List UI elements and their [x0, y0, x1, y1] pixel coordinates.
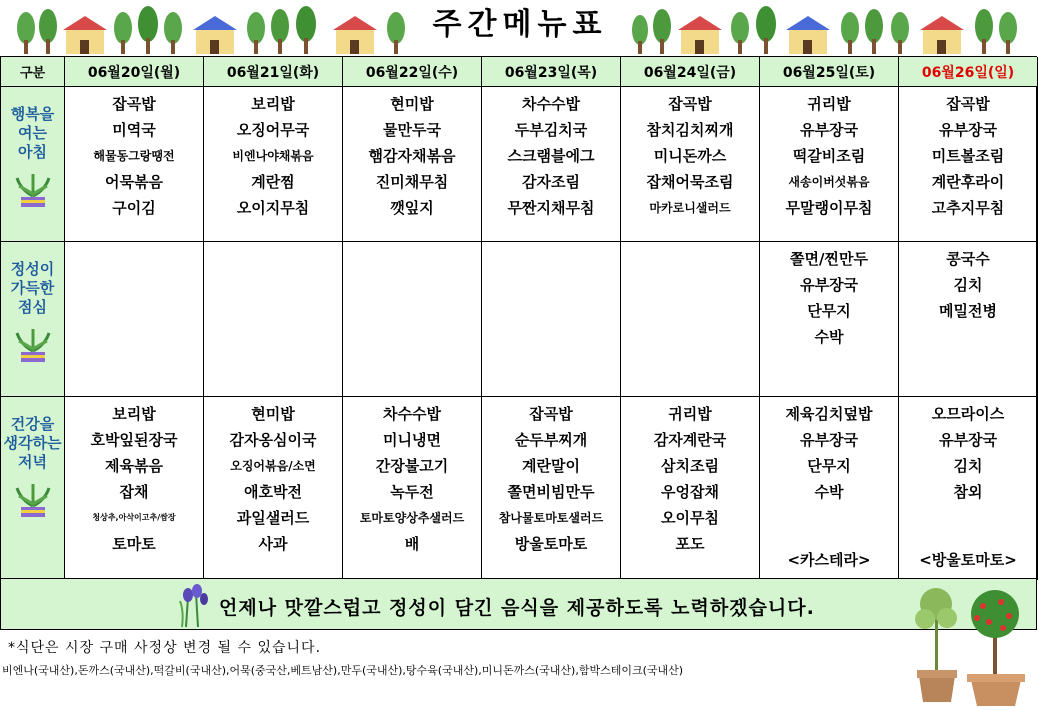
menu-cell-dinner-sat [760, 397, 899, 580]
menu-cell-breakfast-tue [204, 87, 343, 242]
menu-item: 잡채 [119, 483, 149, 501]
menu-item: 두부김치국 [514, 121, 588, 139]
menu-item: 유부장국 [800, 431, 858, 449]
menu-cell-lunch-wed [343, 242, 482, 397]
menu-item: 진미채무침 [375, 173, 449, 191]
meal-label-text: 정성이 가득한 점심 [10, 260, 55, 316]
menu-item: 호박잎된장국 [90, 431, 178, 449]
tree-icon [891, 12, 909, 54]
menu-item: 사과 [258, 535, 288, 553]
menu-item: 잡곡밥 [112, 95, 156, 113]
menu-item: 삼치조림 [661, 457, 719, 475]
meal-label-text: 건강을 생각하는 저녁 [3, 415, 62, 471]
menu-cell-dinner-tue [204, 397, 343, 580]
house-icon [920, 16, 964, 54]
menu-item: 감자계란국 [653, 431, 727, 449]
page-title: 주간메뉴표 [432, 7, 608, 42]
menu-item: 보리밥 [251, 95, 295, 113]
tree-icon [999, 12, 1017, 54]
menu-item: 오이무침 [661, 509, 719, 527]
tree-icon [296, 6, 316, 54]
origin-info: 비엔나(국내산),돈까스(국내산),떡갈비(국내산),어묵(중국산,베트남산),만두(국내산),탕수육(국내산),미니돈까스(국내산),함박스테이크(국내산) [2, 664, 684, 677]
menu-item: 물만두국 [383, 121, 441, 139]
menu-item: 귀리밥 [807, 95, 851, 113]
menu-item: 우엉잡채 [661, 483, 719, 501]
menu-item: 청상추,아삭이고추/쌈장 [92, 513, 176, 522]
menu-item: 단무지 [807, 302, 851, 320]
meal-label-text: 행복을 여는 아침 [10, 105, 55, 161]
house-icon [193, 16, 237, 54]
menu-item: 애호박전 [244, 483, 302, 501]
menu-item: 쫄면/찐만두 [790, 250, 868, 268]
menu-item: 간장불고기 [375, 457, 449, 475]
menu-item: 단무지 [807, 457, 851, 475]
menu-item: 유부장국 [939, 431, 997, 449]
menu-item: 잡곡밥 [529, 405, 573, 423]
tree-icon [138, 6, 158, 54]
menu-item: 제육볶음 [105, 457, 163, 475]
tree-icon [632, 15, 648, 54]
menu-item: 계란찜 [251, 173, 295, 191]
menu-item: 순두부찌개 [514, 431, 588, 449]
menu-item: 차수수밥 [522, 95, 580, 113]
menu-table [0, 56, 1037, 579]
menu-item: 무말랭이무침 [785, 199, 873, 217]
menu-item: 오징어무국 [236, 121, 310, 139]
menu-cell-breakfast-mon [65, 87, 204, 242]
potted-plant-icon [13, 170, 53, 210]
house-icon [786, 16, 830, 54]
flower-pot-icon [905, 584, 1039, 710]
tree-icon [164, 12, 182, 54]
menu-item: 고추지무침 [931, 199, 1005, 217]
menu-cell-breakfast-sun [899, 87, 1038, 242]
menu-cell-lunch-mon [65, 242, 204, 397]
menu-extra: <카스테라> [787, 551, 871, 569]
menu-item: 김치 [953, 457, 983, 475]
menu-cell-dinner-fri [621, 397, 760, 580]
menu-item: 제육김치덮밥 [785, 405, 873, 423]
menu-item: 감자옹심이국 [229, 431, 317, 449]
tree-icon [247, 12, 265, 54]
tree-icon [865, 9, 883, 54]
menu-item: 유부장국 [939, 121, 997, 139]
menu-item: 깻잎지 [390, 199, 434, 217]
menu-item: 햄감자채볶음 [368, 147, 456, 165]
menu-item: 계란후라이 [931, 173, 1005, 191]
tree-icon [114, 12, 132, 54]
menu-item: 차수수밥 [383, 405, 441, 423]
menu-cell-dinner-sun [899, 397, 1038, 580]
tree-icon [731, 12, 749, 54]
menu-cell-breakfast-thu [482, 87, 621, 242]
menu-item: 과일샐러드 [236, 509, 310, 527]
menu-cell-lunch-fri [621, 242, 760, 397]
menu-cell-lunch-sun [899, 242, 1038, 397]
menu-item: 오므라이스 [931, 405, 1005, 423]
menu-item: 참치김치찌개 [646, 121, 734, 139]
menu-item: 스크램블에그 [507, 147, 595, 165]
menu-cell-lunch-tue [204, 242, 343, 397]
tree-icon [653, 9, 671, 54]
menu-item: 귀리밥 [668, 405, 712, 423]
menu-cell-dinner-mon [65, 397, 204, 580]
menu-item: 수박 [814, 483, 844, 501]
slogan-text: 언제나 맛깔스럽고 정성이 담긴 음식을 제공하도록 노력하겠습니다. [219, 597, 815, 619]
menu-item: 잡채어묵조림 [646, 173, 734, 191]
day-header-tue: 06월21일(화) [204, 57, 343, 87]
menu-item: 유부장국 [800, 276, 858, 294]
menu-item: 메밀전병 [939, 302, 997, 320]
house-icon [678, 16, 722, 54]
menu-item: 오이지무침 [236, 199, 310, 217]
meal-label-dinner [1, 397, 65, 580]
menu-cell-breakfast-wed [343, 87, 482, 242]
menu-item: 해물동그랑땡전 [93, 149, 175, 163]
menu-cell-dinner-thu [482, 397, 621, 580]
tree-icon [271, 9, 289, 54]
menu-cell-lunch-sat [760, 242, 899, 397]
menu-item: 잡곡밥 [946, 95, 990, 113]
menu-cell-breakfast-sat [760, 87, 899, 242]
trees-and-houses-decoration [628, 6, 1032, 56]
day-header-mon: 06월20일(월) [65, 57, 204, 87]
menu-item: 미역국 [112, 121, 156, 139]
page-header [0, 0, 1039, 56]
menu-item: 유부장국 [800, 121, 858, 139]
header-category: 구분 [1, 57, 65, 87]
menu-item: 보리밥 [112, 405, 156, 423]
menu-item: 토마토양상추샐러드 [359, 511, 465, 525]
tree-icon [975, 9, 993, 54]
menu-item: 떡갈비조림 [792, 147, 866, 165]
menu-item: 김치 [953, 276, 983, 294]
menu-item: 오징어볶음/소면 [230, 459, 316, 473]
house-icon [333, 16, 377, 54]
potted-plant-icon [13, 325, 53, 365]
menu-item: 미니돈까스 [653, 147, 727, 165]
day-header-thu: 06월23일(목) [482, 57, 621, 87]
tree-icon [387, 12, 405, 54]
menu-extra: <방울토마토> [919, 551, 1017, 569]
house-icon [63, 16, 107, 54]
meal-label-breakfast [1, 87, 65, 242]
day-header-wed: 06월22일(수) [343, 57, 482, 87]
menu-item: 토마토 [112, 535, 156, 553]
menu-item: 감자조림 [522, 173, 580, 191]
day-header-sat: 06월25일(토) [760, 57, 899, 87]
menu-item: 콩국수 [946, 250, 990, 268]
menu-item: 구이김 [112, 199, 156, 217]
menu-item: 참외 [953, 483, 983, 501]
menu-item: 포도 [675, 535, 705, 553]
day-header-sun: 06월26일(일) [899, 57, 1038, 87]
menu-item: 쫄면비빔만두 [507, 483, 595, 501]
day-header-fri: 06월24일(금) [621, 57, 760, 87]
tree-icon [17, 12, 35, 54]
menu-item: 계란말이 [522, 457, 580, 475]
menu-cell-dinner-wed [343, 397, 482, 580]
iris-flower-icon [176, 583, 212, 627]
change-notice: *식단은 시장 구매 사정상 변경 될 수 있습니다. [8, 640, 322, 656]
menu-item: 배 [404, 535, 420, 553]
menu-item: 참나물토마토샐러드 [498, 511, 604, 525]
menu-cell-lunch-thu [482, 242, 621, 397]
tree-icon [841, 12, 859, 54]
menu-item: 미트볼조림 [931, 147, 1005, 165]
menu-item: 무짠지채무침 [507, 199, 595, 217]
menu-item: 녹두전 [390, 483, 434, 501]
trees-and-houses-decoration [8, 6, 408, 56]
menu-item: 수박 [814, 328, 844, 346]
menu-item: 어묵볶음 [105, 173, 163, 191]
menu-item: 새송이버섯볶음 [788, 175, 870, 189]
menu-item: 현미밥 [251, 405, 295, 423]
tree-icon [39, 9, 57, 54]
menu-item: 비엔나야채볶음 [232, 149, 314, 163]
meal-label-lunch [1, 242, 65, 397]
potted-plant-icon [13, 480, 53, 520]
menu-cell-breakfast-fri [621, 87, 760, 242]
menu-item: 잡곡밥 [668, 95, 712, 113]
menu-item: 현미밥 [390, 95, 434, 113]
menu-item: 미니냉면 [383, 431, 441, 449]
menu-item: 마카로니샐러드 [649, 201, 731, 215]
slogan-banner [0, 578, 1037, 630]
menu-item: 방울토마토 [514, 535, 588, 553]
tree-icon [756, 6, 776, 54]
